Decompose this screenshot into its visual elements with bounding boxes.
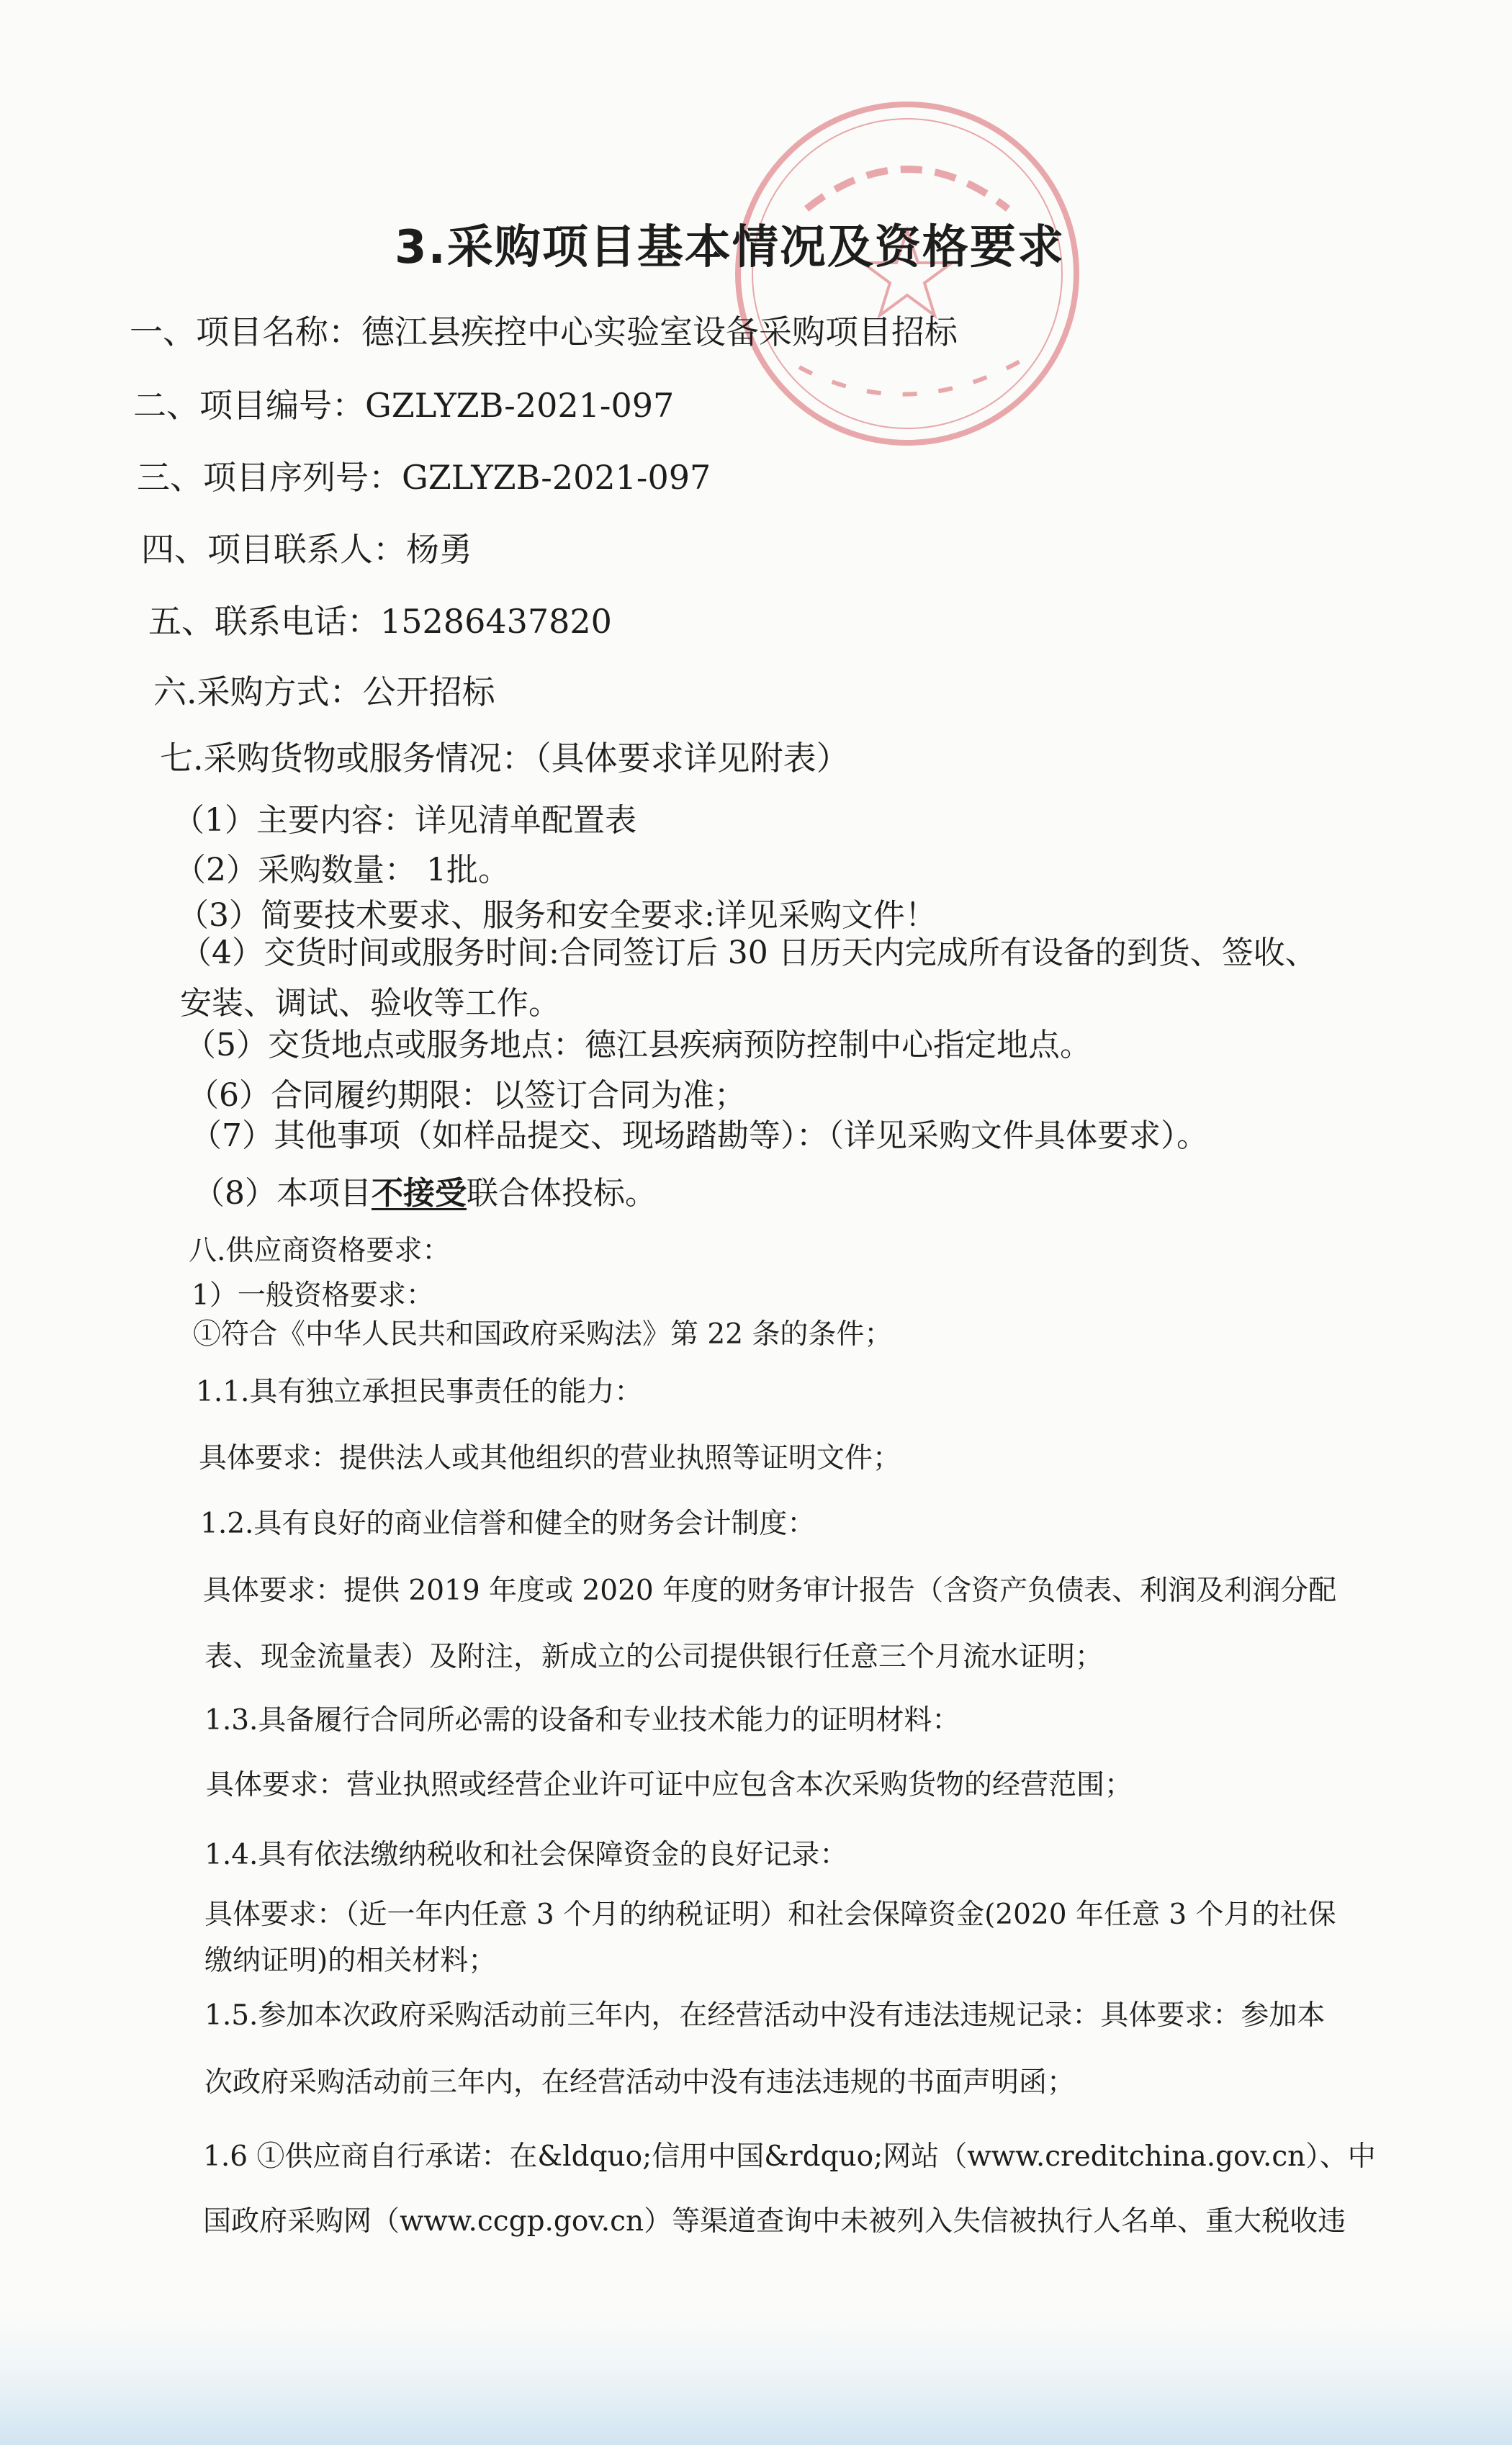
project-contact-value: 杨勇 [406, 530, 472, 569]
qual-1-5-line-2: 次政府采购活动前三年内，在经营活动中没有违法违规的书面声明函； [204, 2066, 1076, 2099]
goods-item-3: （3）简要技术要求、服务和安全要求:详见采购文件！ [177, 897, 937, 934]
page-title: 3.采购项目基本情况及资格要求 [395, 221, 1065, 274]
qual-1-3-requirement: 具体要求：营业执照或经营企业许可证中应包含本次采购货物的经营范围； [206, 1769, 1133, 1801]
qual-1-1: 1.1.具有独立承担民事责任的能力： [196, 1376, 643, 1408]
qual-1-3: 1.3.具备履行合同所必需的设备和专业技术能力的证明材料： [204, 1704, 960, 1737]
qual-1-4-requirement-line-2: 缴纳证明)的相关材料； [204, 1945, 497, 1977]
qual-1-6-line-1: 1.6 ①供应商自行承诺：在&ldquo;信用中国&rdquo;网站（www.creditchina.gov.cn）、中 [203, 2140, 1376, 2173]
project-phone-row [148, 602, 612, 641]
project-code-row [133, 386, 675, 425]
goods-item-2: （2）采购数量： 1批。 [174, 852, 510, 888]
goods-item-5: （5）交货地点或服务地点：德江县疾病预防控制中心指定地点。 [184, 1027, 1092, 1063]
project-name-value: 德江县疾控中心实验室设备采购项目招标 [361, 312, 958, 351]
project-phone-value: 15286437820 [380, 602, 612, 641]
goods-item-1: （1）主要内容：详见清单配置表 [173, 802, 636, 839]
project-name-row [130, 312, 958, 351]
project-serial-row [137, 458, 711, 497]
qualifications-heading: 八.供应商资格要求： [189, 1235, 451, 1267]
procurement-method-label: 六.采购方式： [153, 672, 363, 711]
qual-1-4: 1.4.具有依法缴纳税收和社会保障资金的良好记录： [204, 1839, 848, 1871]
qual-1-2-requirement-line-1: 具体要求：提供 2019 年度或 2020 年度的财务审计报告（含资产负债表、利润及利润分配 [203, 1575, 1337, 1607]
goods-item-8 [193, 1175, 657, 1212]
qual-1-1-requirement: 具体要求：提供法人或其他组织的营业执照等证明文件； [199, 1442, 901, 1474]
project-serial-label: 三、项目序列号： [137, 458, 402, 497]
goods-item-8-suffix: 联合体投标。 [467, 1175, 657, 1212]
project-serial-value: GZLYZB-2021-097 [402, 458, 711, 497]
scan-stain [0, 2308, 1512, 2445]
project-code-value: GZLYZB-2021-097 [365, 386, 675, 425]
procurement-method-value: 公开招标 [362, 672, 495, 711]
goods-item-8-prefix: （8）本项目 [193, 1175, 372, 1212]
goods-heading: 七.采购货物或服务情况：（具体要求详见附表） [160, 739, 850, 778]
project-phone-label: 五、联系电话： [148, 602, 380, 641]
qual-1-4-requirement-line-1: 具体要求：（近一年内任意 3 个月的纳税证明）和社会保障资金(2020 年任意 3 个月的社保 [204, 1899, 1336, 1931]
goods-item-8-emphasis: 不接受 [372, 1175, 467, 1212]
qual-1-6-line-2: 国政府采购网（www.ccgp.gov.cn）等渠道查询中未被列入失信被执行人名单、重大税收违 [203, 2205, 1346, 2238]
goods-item-7: （7）其他事项（如样品提交、现场踏勘等）：（详见采购文件具体要求）。 [190, 1117, 1208, 1154]
project-contact-label: 四、项目联系人： [141, 530, 406, 569]
goods-item-4-line-1: （4）交货时间或服务时间:合同签订后 30 日历天内完成所有设备的到货、签收、 [180, 935, 1317, 971]
qual-1-5-line-1: 1.5.参加本次政府采购活动前三年内，在经营活动中没有违法违规记录：具体要求：参加本 [204, 1999, 1326, 2032]
qual-1-2: 1.2.具有良好的商业信誉和健全的财务会计制度： [200, 1508, 816, 1540]
procurement-method-row [153, 672, 495, 711]
project-contact-row [141, 530, 472, 569]
qual-1-2-requirement-line-2: 表、现金流量表）及附注，新成立的公司提供银行任意三个月流水证明； [204, 1641, 1104, 1673]
goods-item-4-line-2: 安装、调试、验收等工作。 [180, 985, 560, 1022]
project-code-label: 二、项目编号： [133, 386, 365, 425]
general-qualifications: 1）一般资格要求： [192, 1279, 434, 1312]
project-name-label: 一、项目名称： [130, 312, 361, 351]
goods-item-6: （6）合同履约期限：以签订合同为准； [187, 1077, 746, 1114]
procurement-law-condition: ①符合《中华人民共和国政府采购法》第 22 条的条件； [193, 1318, 893, 1351]
